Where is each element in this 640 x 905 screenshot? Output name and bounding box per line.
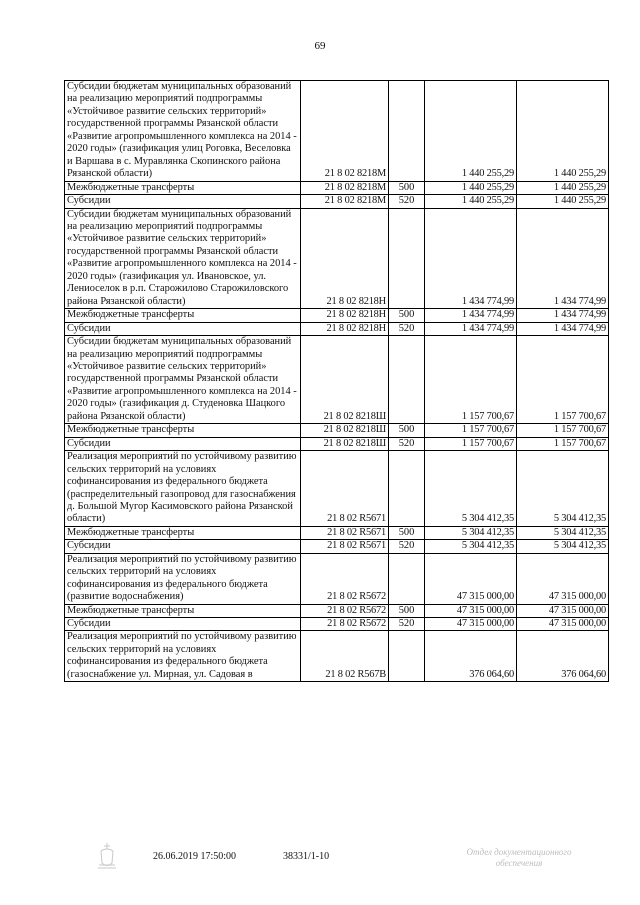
- row-expense-type-cell: 500: [389, 181, 425, 194]
- table-row: [65, 208, 609, 309]
- row-code-cell: 21 8 02 R5671: [301, 526, 389, 539]
- row-amount-2019-cell: 1 440 255,29: [425, 181, 517, 194]
- row-amount-total-cell: 5 304 412,35: [517, 540, 609, 553]
- row-name-cell: Межбюджетные трансферты: [65, 309, 301, 322]
- row-name-cell: Субсидии: [65, 195, 301, 208]
- row-code-cell: 21 8 02 8218H: [301, 309, 389, 322]
- table-row: [65, 526, 609, 539]
- table-row: [65, 195, 609, 208]
- row-expense-type-cell: 500: [389, 424, 425, 437]
- table-row: [65, 424, 609, 437]
- row-amount-total-cell: 1 434 774,99: [517, 322, 609, 335]
- row-amount-2019-cell: 1 434 774,99: [425, 208, 517, 309]
- row-expense-type-cell: [389, 208, 425, 309]
- row-amount-total-cell: 1 157 700,67: [517, 424, 609, 437]
- row-amount-2019-cell: 47 315 000,00: [425, 604, 517, 617]
- row-amount-2019-cell: 376 064,60: [425, 631, 517, 682]
- table-row: [65, 540, 609, 553]
- row-expense-type-cell: 500: [389, 309, 425, 322]
- table-row: [65, 631, 609, 682]
- table-row: [65, 181, 609, 194]
- table-row: [65, 336, 609, 424]
- row-expense-type-cell: 520: [389, 195, 425, 208]
- row-name-cell: Субсидии бюджетам муниципальных образований на реализацию мероприятий подпрограммы «Устойчивое развитие сельских территорий» государственной программы Рязанской области «Развитие агропромышленного комплекса на 2014 - 2020 годы» (газификация ул. Ивановское, ул. Лениоселок в р.п. Старожилово Старожиловского района Рязанской области): [65, 208, 301, 309]
- row-expense-type-cell: 520: [389, 540, 425, 553]
- table-row: [65, 553, 609, 604]
- table-row: [65, 322, 609, 335]
- row-amount-total-cell: 47 315 000,00: [517, 604, 609, 617]
- row-amount-2019-cell: 5 304 412,35: [425, 451, 517, 527]
- footer: [0, 847, 640, 881]
- row-expense-type-cell: 500: [389, 604, 425, 617]
- row-amount-2019-cell: 1 157 700,67: [425, 424, 517, 437]
- row-amount-total-cell: 47 315 000,00: [517, 618, 609, 631]
- row-name-cell: Межбюджетные трансферты: [65, 181, 301, 194]
- row-code-cell: 21 8 02 8218Ш: [301, 437, 389, 450]
- footer-stamp: Отдел документационного обеспечения: [466, 847, 572, 868]
- row-expense-type-cell: [389, 631, 425, 682]
- row-name-cell: Субсидии: [65, 322, 301, 335]
- row-expense-type-cell: 500: [389, 526, 425, 539]
- budget-table: [64, 80, 609, 682]
- row-code-cell: 21 8 02 8218Ш: [301, 424, 389, 437]
- row-name-cell: Субсидии бюджетам муниципальных образований на реализацию мероприятий подпрограммы «Устойчивое развитие сельских территорий» государственной программы Рязанской области «Развитие агропромышленного комплекса на 2014 - 2020 годы» (газификация улиц Роговка, Веселовка и Варшава в с. Муравлянка Скопинского района Рязанской области): [65, 81, 301, 182]
- row-amount-2019-cell: 1 434 774,99: [425, 322, 517, 335]
- row-amount-2019-cell: 47 315 000,00: [425, 553, 517, 604]
- row-amount-total-cell: 1 434 774,99: [517, 309, 609, 322]
- row-expense-type-cell: [389, 81, 425, 182]
- row-amount-2019-cell: 1 434 774,99: [425, 309, 517, 322]
- budget-table-body: [65, 81, 609, 682]
- table-row: [65, 451, 609, 527]
- row-expense-type-cell: [389, 553, 425, 604]
- row-code-cell: 21 8 02 R5672: [301, 618, 389, 631]
- row-name-cell: Реализация мероприятий по устойчивому развитию сельских территорий на условиях софинансирования из федерального бюджета (развитие водоснабжения): [65, 553, 301, 604]
- row-expense-type-cell: 520: [389, 322, 425, 335]
- row-amount-2019-cell: 5 304 412,35: [425, 526, 517, 539]
- row-code-cell: 21 8 02 R5671: [301, 540, 389, 553]
- row-amount-total-cell: 1 434 774,99: [517, 208, 609, 309]
- row-amount-2019-cell: 1 440 255,29: [425, 81, 517, 182]
- row-amount-2019-cell: 1 440 255,29: [425, 195, 517, 208]
- row-code-cell: 21 8 02 8218H: [301, 322, 389, 335]
- row-amount-total-cell: 1 440 255,29: [517, 181, 609, 194]
- table-row: [65, 437, 609, 450]
- table-row: [65, 309, 609, 322]
- emblem-icon: [95, 841, 119, 871]
- table-row: [65, 618, 609, 631]
- table-row: [65, 81, 609, 182]
- row-code-cell: 21 8 02 R567B: [301, 631, 389, 682]
- row-amount-2019-cell: 5 304 412,35: [425, 540, 517, 553]
- row-code-cell: 21 8 02 8218Ш: [301, 336, 389, 424]
- footer-date: 26.06.2019 17:50:00: [153, 851, 237, 862]
- row-amount-total-cell: 1 440 255,29: [517, 81, 609, 182]
- row-code-cell: 21 8 02 8218M: [301, 181, 389, 194]
- row-name-cell: Межбюджетные трансферты: [65, 526, 301, 539]
- row-expense-type-cell: [389, 336, 425, 424]
- row-name-cell: Реализация мероприятий по устойчивому развитию сельских территорий на условиях софинансирования из федерального бюджета (газоснабжение ул. Мирная, ул. Садовая в: [65, 631, 301, 682]
- row-name-cell: Межбюджетные трансферты: [65, 424, 301, 437]
- row-expense-type-cell: [389, 451, 425, 527]
- row-amount-total-cell: 47 315 000,00: [517, 553, 609, 604]
- row-name-cell: Реализация мероприятий по устойчивому развитию сельских территорий на условиях софинансирования из федерального бюджета (распределительный газопровод для газоснабжения д. Большой Мугор Касимовского района Рязанской области): [65, 451, 301, 527]
- row-amount-total-cell: 1 157 700,67: [517, 437, 609, 450]
- row-amount-total-cell: 5 304 412,35: [517, 451, 609, 527]
- row-code-cell: 21 8 02 8218M: [301, 81, 389, 182]
- row-expense-type-cell: 520: [389, 618, 425, 631]
- row-code-cell: 21 8 02 R5672: [301, 604, 389, 617]
- row-expense-type-cell: 520: [389, 437, 425, 450]
- row-name-cell: Субсидии: [65, 540, 301, 553]
- table-row: [65, 604, 609, 617]
- page-number: 69: [314, 40, 326, 52]
- row-amount-total-cell: 1 440 255,29: [517, 195, 609, 208]
- row-code-cell: 21 8 02 8218M: [301, 195, 389, 208]
- row-amount-total-cell: 5 304 412,35: [517, 526, 609, 539]
- row-amount-2019-cell: 47 315 000,00: [425, 618, 517, 631]
- row-amount-total-cell: 1 157 700,67: [517, 336, 609, 424]
- row-code-cell: 21 8 02 R5672: [301, 553, 389, 604]
- row-name-cell: Межбюджетные трансферты: [65, 604, 301, 617]
- row-name-cell: Субсидии: [65, 437, 301, 450]
- row-name-cell: Субсидии бюджетам муниципальных образований на реализацию мероприятий подпрограммы «Устойчивое развитие сельских территорий» государственной программы Рязанской области «Развитие агропромышленного комплекса на 2014 - 2020 годы» (газификация д. Студеновка Шацкого района Рязанской области): [65, 336, 301, 424]
- row-amount-2019-cell: 1 157 700,67: [425, 437, 517, 450]
- footer-document-number: 38331/1-10: [283, 851, 330, 862]
- row-code-cell: 21 8 02 8218H: [301, 208, 389, 309]
- row-amount-total-cell: 376 064,60: [517, 631, 609, 682]
- row-code-cell: 21 8 02 R5671: [301, 451, 389, 527]
- row-amount-2019-cell: 1 157 700,67: [425, 336, 517, 424]
- row-name-cell: Субсидии: [65, 618, 301, 631]
